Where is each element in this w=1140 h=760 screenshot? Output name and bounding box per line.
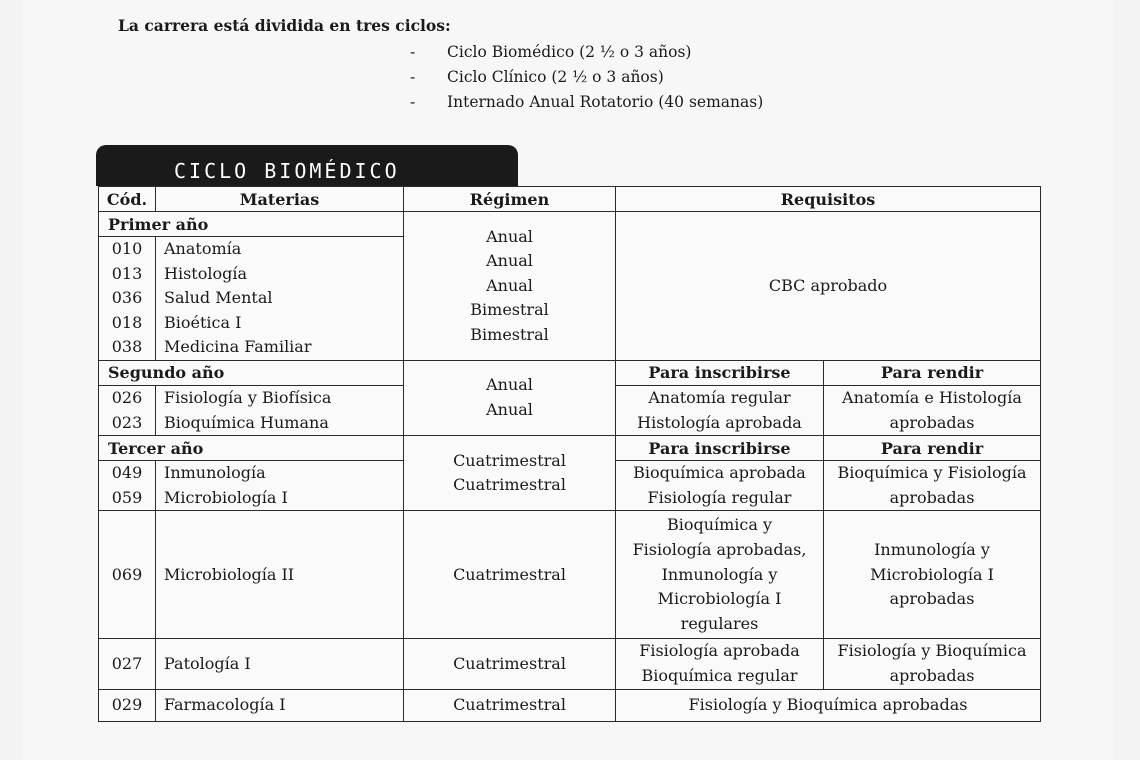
year3-codes-a: 049 059 [99,461,156,511]
year3-enroll-c: Fisiología aprobada Bioquímica regular [616,639,824,689]
year2-exam-header: Para rendir [824,360,1041,385]
year3-exam-b: Inmunología y Microbiología I aprobadas [824,511,1041,639]
year3-exam-c: Fisiología y Bioquímica aprobadas [824,639,1041,689]
year3-name-c: Patología I [156,639,404,689]
year3-row-b [99,511,1041,639]
year3-code-b: 069 [99,511,156,639]
year3-requirement-d: Fisiología y Bioquímica aprobadas [616,689,1041,721]
header-row [99,187,1041,212]
header-code: Cód. [99,187,156,212]
year2-label: Segundo año [99,360,404,385]
year1-regimes: Anual Anual Anual Bimestral Bimestral [404,212,616,361]
intro-heading: La carrera está dividida en tres ciclos: [118,16,451,35]
year3-enroll-a: Bioquímica aprobada Fisiología regular [616,461,824,511]
cycle-item: - Ciclo Clínico (2 ½ o 3 años) [410,68,664,86]
year2-codes: 026 023 [99,385,156,435]
year3-exam-header: Para rendir [824,436,1041,461]
year3-regime-b: Cuatrimestral [404,511,616,639]
year1-label-row [99,212,1041,237]
year3-code-c: 027 [99,639,156,689]
year3-label: Tercer año [99,436,404,461]
year3-name-d: Farmacología I [156,689,404,721]
year3-name-b: Microbiología II [156,511,404,639]
cycle-item: - Ciclo Biomédico (2 ½ o 3 años) [410,43,692,61]
year2-exam: Anatomía e Histología aprobadas [824,385,1041,435]
year3-regime-d: Cuatrimestral [404,689,616,721]
year2-names: Fisiología y Biofísica Bioquímica Humana [156,385,404,435]
header-subjects: Materias [156,187,404,212]
header-requirements: Requisitos [616,187,1041,212]
year1-requirement: CBC aprobado [616,212,1041,361]
year3-enroll-header: Para inscribirse [616,436,824,461]
cycles-list [410,40,763,115]
year2-enroll-header: Para inscribirse [616,360,824,385]
year3-row-d [99,689,1041,721]
year2-regimes: Anual Anual [404,360,616,435]
year3-enroll-b: Bioquímica y Fisiología aprobadas, Inmunología y Microbiología I regulares [616,511,824,639]
year3-label-row [99,436,1041,461]
year3-names-a: Inmunología Microbiología I [156,461,404,511]
year2-label-row [99,360,1041,385]
section-banner: CICLO BIOMÉDICO [96,145,518,186]
curriculum-table [98,186,1041,722]
year2-enroll: Anatomía regular Histología aprobada [616,385,824,435]
year3-row-c [99,639,1041,689]
year3-regimes-a: Cuatrimestral Cuatrimestral [404,436,616,511]
year3-code-d: 029 [99,689,156,721]
header-regime: Régimen [404,187,616,212]
cycle-item: - Internado Anual Rotatorio (40 semanas) [410,93,764,111]
year3-regime-c: Cuatrimestral [404,639,616,689]
year1-label: Primer año [99,212,404,237]
year1-names: Anatomía Histología Salud Mental Bioética I Medicina Familiar [156,237,404,361]
year1-codes: 010 013 036 018 038 [99,237,156,361]
year3-exam-a: Bioquímica y Fisiología aprobadas [824,461,1041,511]
